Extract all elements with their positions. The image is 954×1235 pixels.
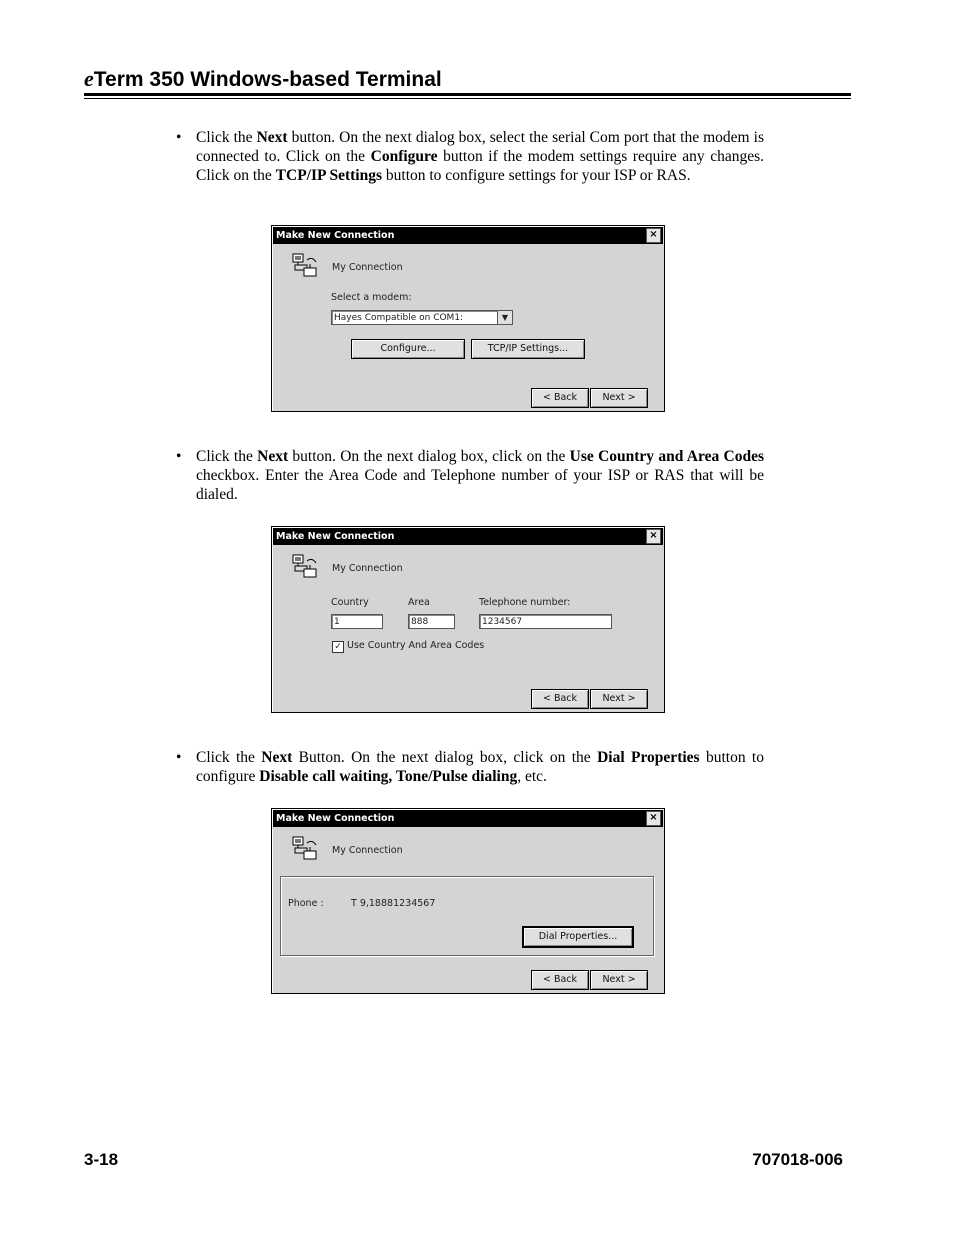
header-title-text: Term 350 Windows-based Terminal bbox=[93, 68, 442, 91]
page-number: 3-18 bbox=[84, 1150, 119, 1169]
country-label: Country bbox=[331, 597, 369, 608]
close-button[interactable]: × bbox=[646, 529, 661, 544]
bold-term: Next bbox=[257, 448, 289, 465]
header-rule-thin bbox=[84, 98, 851, 99]
connection-icon bbox=[292, 252, 318, 278]
header-title-italic: e bbox=[84, 66, 94, 91]
bold-term: Next bbox=[256, 129, 288, 146]
instruction-bullet-3: • Click the Next Button. On the next dialog box, click on the Dial Properties button to configure Disable call waiting, Tone/Pulse dialing, etc. bbox=[176, 749, 764, 785]
close-button[interactable]: × bbox=[646, 228, 661, 243]
telephone-input[interactable]: 1234567 bbox=[479, 614, 612, 629]
bold-term: Use Country and Area Codes bbox=[569, 448, 764, 465]
bold-term: Disable call waiting, Tone/Pulse dialing bbox=[259, 768, 518, 785]
dial-properties-button[interactable]: Dial Properties... bbox=[522, 926, 634, 948]
telephone-label: Telephone number: bbox=[479, 597, 571, 608]
back-button[interactable]: < Back bbox=[531, 970, 589, 990]
connection-icon bbox=[292, 835, 318, 861]
page-header-title bbox=[84, 66, 442, 92]
instruction-bullet-2: • Click the Next button. On the next dialog box, click on the Use Country and Area Codes checkbox. Enter the Area Code and Telephone number of your ISP or RAS that will be dialed. bbox=[176, 448, 764, 503]
close-button[interactable]: × bbox=[646, 811, 661, 826]
dialog-titlebar bbox=[273, 528, 663, 545]
modem-label: Select a modem: bbox=[331, 292, 412, 303]
dialog-title: Make New Connection bbox=[276, 813, 395, 824]
header-rule-thick bbox=[84, 93, 851, 96]
dialog-phone-number bbox=[271, 526, 665, 713]
bold-term: Next bbox=[261, 749, 293, 766]
dialog-dial-properties bbox=[271, 808, 665, 994]
phone-value: T 9,18881234567 bbox=[351, 898, 436, 909]
back-button[interactable]: < Back bbox=[531, 388, 589, 408]
use-country-area-checkbox[interactable]: ✓ bbox=[332, 641, 344, 653]
modem-select-value: Hayes Compatible on COM1: bbox=[334, 313, 464, 323]
configure-button[interactable]: Configure... bbox=[351, 339, 465, 359]
bullet-marker: • bbox=[176, 448, 182, 465]
dialog-select-modem bbox=[271, 225, 665, 412]
phone-label: Phone : bbox=[288, 898, 324, 909]
bullet-marker: • bbox=[176, 749, 182, 766]
connection-name: My Connection bbox=[332, 845, 403, 856]
bold-term: Dial Properties bbox=[597, 749, 700, 766]
instruction-bullet-1: • Click the Next button. On the next dialog box, select the serial Com port that the modem is connected to. Click on the Configure button if the modem settings require any changes. Click on the TCP/IP Settings button to configure settings for your ISP or RAS. bbox=[176, 129, 765, 184]
connection-name: My Connection bbox=[332, 563, 403, 574]
dialog-title: Make New Connection bbox=[276, 230, 395, 241]
modem-select[interactable] bbox=[331, 310, 513, 325]
next-button[interactable]: Next > bbox=[590, 689, 648, 709]
bullet-marker: • bbox=[176, 129, 182, 146]
area-label: Area bbox=[408, 597, 430, 608]
chevron-down-icon[interactable]: ▼ bbox=[497, 311, 512, 324]
next-button[interactable]: Next > bbox=[590, 388, 648, 408]
next-button[interactable]: Next > bbox=[590, 970, 648, 990]
dialog-title: Make New Connection bbox=[276, 531, 395, 542]
use-country-area-label: Use Country And Area Codes bbox=[347, 640, 485, 651]
connection-icon bbox=[292, 553, 318, 579]
connection-name: My Connection bbox=[332, 262, 403, 273]
tcpip-settings-button[interactable]: TCP/IP Settings... bbox=[471, 339, 585, 359]
back-button[interactable]: < Back bbox=[531, 689, 589, 709]
bold-term: Configure bbox=[370, 148, 438, 165]
bold-term: TCP/IP Settings bbox=[275, 167, 383, 184]
country-input[interactable]: 1 bbox=[331, 614, 383, 629]
area-code-input[interactable]: 888 bbox=[408, 614, 455, 629]
dialog-titlebar bbox=[273, 810, 663, 827]
document-number: 707018-006 bbox=[752, 1150, 843, 1169]
dialog-titlebar bbox=[273, 227, 663, 244]
